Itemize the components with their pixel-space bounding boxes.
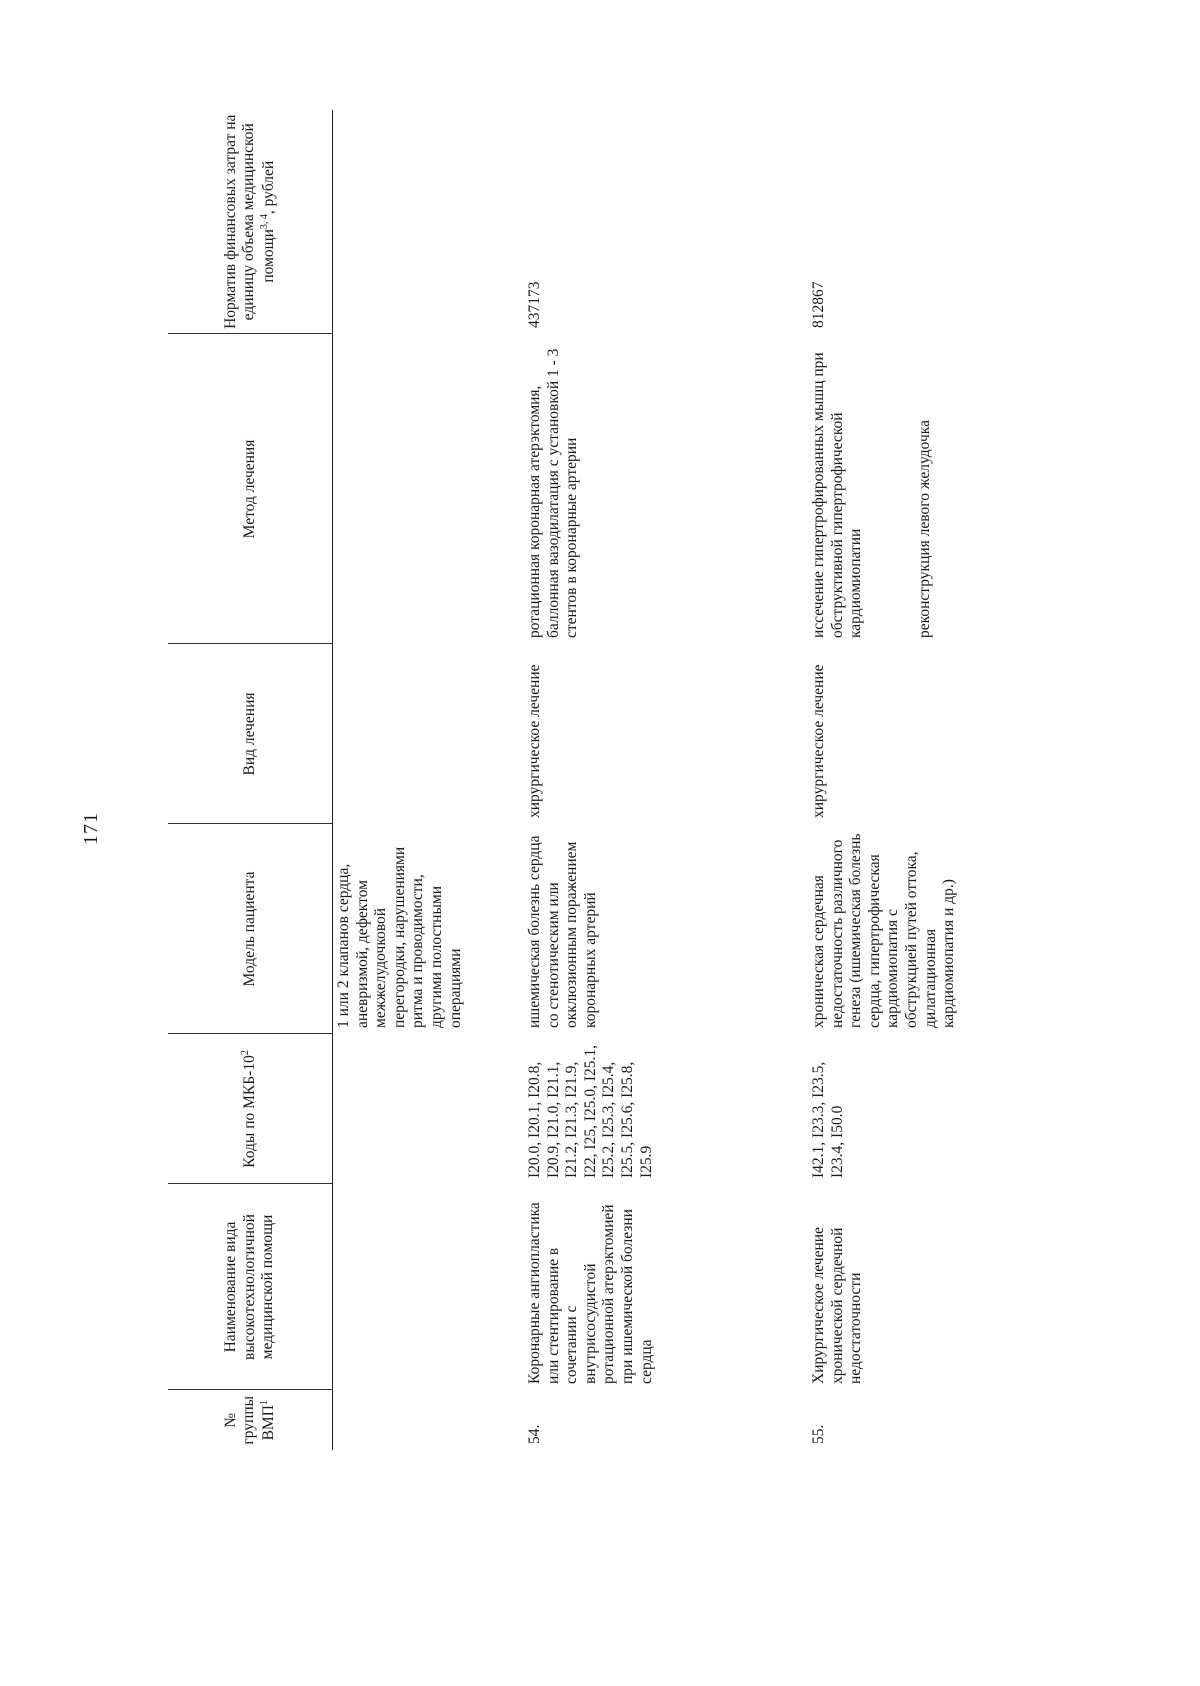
header-icd-codes: Коды по МКБ-$10^2$ bbox=[168, 1034, 333, 1184]
header-patient-model: Модель пациента bbox=[168, 824, 333, 1034]
cell-treatment-method bbox=[800, 334, 1038, 644]
cell-cost bbox=[333, 110, 515, 334]
header-treatment-method: Метод лечения bbox=[168, 334, 333, 644]
vmp-table bbox=[168, 110, 1038, 1450]
cell-treatment-type: хирургическое лечение bbox=[810, 664, 827, 818]
cell-group-number: 54. bbox=[526, 1424, 543, 1444]
header-treatment-type: Вид лечения bbox=[168, 644, 333, 824]
header-group-number: № группы ВМП$^1$ bbox=[168, 1390, 333, 1450]
cell-treatment-type: хирургическое лечение bbox=[526, 664, 543, 818]
cell-icd-codes: I20.0, I20.1, I20.8, I20.9, I21.0, I21.1, I21.2, I21.3, I21.9, I22, I25, I25.0, I25.1, I25.2, I25.3, I25.4, I25.5, I25.6, I25.8, I25.9 bbox=[526, 1044, 655, 1178]
table-row bbox=[333, 110, 515, 1450]
page-number: 171 bbox=[80, 812, 102, 845]
cell-care-type-name bbox=[333, 1184, 515, 1390]
cell-care-type-name: Хирургическое лечение хронической сердечной недостаточности bbox=[810, 1227, 865, 1384]
table-row bbox=[800, 110, 1038, 1450]
table-row bbox=[514, 110, 800, 1450]
cell-treatment-method: ротационная коронарная атерэктомия, баллонная вазодилатация с установкой 1 - 3 стентов в коронарные артерии bbox=[526, 348, 581, 638]
treatment-method-2: реконструкция левого желудочка bbox=[915, 420, 933, 638]
table-header-row bbox=[168, 110, 333, 1450]
header-care-type-name: Наименование вида высокотехнологичной медицинской помощи bbox=[168, 1184, 333, 1390]
treatment-method-1: иссечение гипертрофированных мышц при обструктивной гипертрофической кардиомиопатии bbox=[810, 352, 865, 638]
cell-care-type-name: Коронарные ангиопластика или стентирование в сочетании с внутрисосудистой ротационной атерэктомией при ишемической болезни сердца bbox=[526, 1202, 655, 1384]
cell-patient-model: 1 или 2 клапанов сердца, аневризмой, дефектом межжелудочковой перегородки, нарушениями ритма и проводимости, другими полостными операциями bbox=[335, 846, 464, 1028]
cell-icd-codes bbox=[333, 1034, 515, 1184]
cell-group-number: 55. bbox=[810, 1424, 827, 1444]
cell-cost: 812867 bbox=[810, 281, 827, 328]
cell-patient-model: ишемическая болезнь сердца со стенотическим или окклюзионным поражением коронарных артерий bbox=[526, 835, 599, 1028]
cell-group-number bbox=[333, 1390, 515, 1450]
cell-cost: 437173 bbox=[526, 281, 543, 328]
cell-treatment-type bbox=[333, 644, 515, 824]
cell-patient-model: хроническая сердечная недостаточность различного генеза (ишемическая болезнь сердца, гипертрофическая кардиомиопатия с обструкцией путей оттока, дилатационная кардиомиопатия и др.) bbox=[810, 833, 958, 1028]
cell-treatment-method bbox=[333, 334, 515, 644]
rotated-table-wrapper bbox=[168, 110, 1038, 1450]
cell-icd-codes: I42.1, I23.3, I23.5, I23.4, I50.0 bbox=[810, 1061, 846, 1178]
header-cost-standard: Норматив финансовых затрат на единицу объема медицинской помощи$^{3, 4}$, рублей bbox=[168, 110, 333, 334]
